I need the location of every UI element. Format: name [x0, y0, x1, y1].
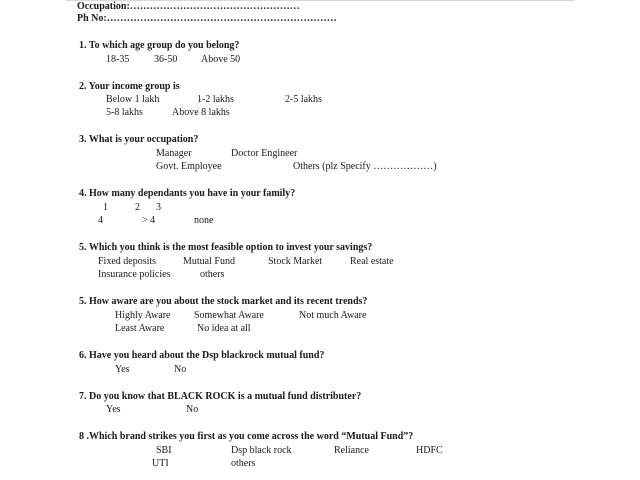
- option-above-50[interactable]: Above 50: [201, 54, 241, 65]
- option-2[interactable]: 2: [135, 202, 140, 213]
- option-others-brand[interactable]: others: [231, 458, 256, 469]
- question-6: 6. Have you heard about the Dsp blackrock mutual fund?: [79, 350, 325, 361]
- phone-field[interactable]: Ph No:……………………………………………………………: [77, 13, 337, 24]
- option-others-specify[interactable]: Others (plz Specify ………………): [293, 161, 437, 172]
- option-1[interactable]: 1: [103, 202, 108, 213]
- option-3[interactable]: 3: [156, 202, 161, 213]
- option-doctor-engineer[interactable]: Doctor Engineer: [231, 148, 298, 159]
- question-2: 2. Your income group is: [79, 81, 180, 92]
- option-no-idea[interactable]: No idea at all: [197, 323, 251, 334]
- question-5-savings: 5. Which you think is the most feasible option to invest your savings?: [79, 242, 373, 253]
- option-more-than-4[interactable]: > 4: [142, 215, 156, 226]
- option-manager[interactable]: Manager: [156, 148, 192, 159]
- question-8: 8 .Which brand strikes you first as you come across the word “Mutual Fund”?: [79, 431, 414, 442]
- option-none[interactable]: none: [194, 215, 214, 226]
- option-no-q6[interactable]: No: [174, 364, 187, 375]
- option-least-aware[interactable]: Least Aware: [115, 323, 165, 334]
- option-dsp-black-rock[interactable]: Dsp black rock: [231, 445, 292, 456]
- option-highly-aware[interactable]: Highly Aware: [115, 310, 171, 321]
- option-sbi[interactable]: SBI: [156, 445, 172, 456]
- option-yes-q6[interactable]: Yes: [115, 364, 130, 375]
- option-stock-market[interactable]: Stock Market: [268, 256, 323, 267]
- option-somewhat-aware[interactable]: Somewhat Aware: [194, 310, 264, 321]
- option-insurance-policies[interactable]: Insurance policies: [98, 269, 171, 280]
- occupation-field[interactable]: Occupation:……………………………………………: [77, 1, 300, 12]
- option-reliance[interactable]: Reliance: [334, 445, 369, 456]
- option-govt-employee[interactable]: Govt. Employee: [156, 161, 222, 172]
- option-not-much-aware[interactable]: Not much Aware: [299, 310, 367, 321]
- question-7: 7. Do you know that BLACK ROCK is a mutual fund distributer?: [79, 391, 362, 402]
- option-yes-q7[interactable]: Yes: [106, 404, 121, 415]
- option-uti[interactable]: UTI: [152, 458, 169, 469]
- option-mutual-fund[interactable]: Mutual Fund: [183, 256, 235, 267]
- option-1-2-lakhs[interactable]: 1-2 lakhs: [197, 94, 234, 105]
- option-below-1-lakh[interactable]: Below 1 lakh: [106, 94, 160, 105]
- option-4[interactable]: 4: [98, 215, 103, 226]
- option-hdfc[interactable]: HDFC: [416, 445, 443, 456]
- question-1: 1. To which age group do you belong?: [79, 40, 240, 51]
- option-2-5-lakhs[interactable]: 2-5 lakhs: [285, 94, 322, 105]
- question-3: 3. What is your occupation?: [79, 134, 199, 145]
- option-18-35[interactable]: 18-35: [106, 54, 130, 65]
- option-5-8-lakhs[interactable]: 5-8 lakhs: [106, 107, 143, 118]
- question-4: 4. How many dependants you have in your family?: [79, 188, 296, 199]
- option-above-8-lakhs[interactable]: Above 8 lakhs: [172, 107, 230, 118]
- option-fixed-deposits[interactable]: Fixed deposits: [98, 256, 157, 267]
- option-others[interactable]: others: [200, 269, 225, 280]
- option-no-q7[interactable]: No: [186, 404, 199, 415]
- option-real-estate[interactable]: Real estate: [350, 256, 394, 267]
- option-36-50[interactable]: 36-50: [154, 54, 178, 65]
- question-5-awareness: 5. How aware are you about the stock market and its recent trends?: [79, 296, 368, 307]
